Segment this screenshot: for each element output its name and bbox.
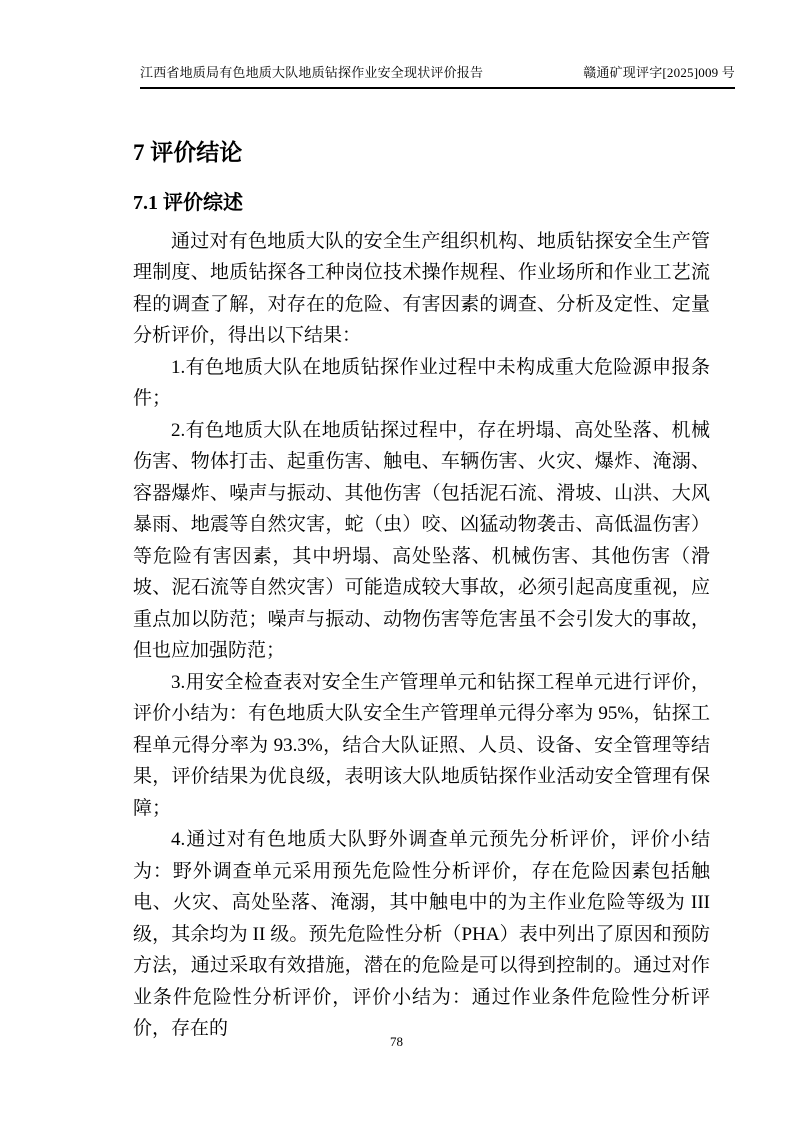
section-heading: 7 评价结论 bbox=[133, 140, 243, 165]
paragraph-intro: 通过对有色地质大队的安全生产组织机构、地质钻探安全生产管理制度、地质钻探各工种岗位技术操作规程、作业场所和作业工艺流程的调查了解，对存在的危险、有害因素的调查、分析及定性、定量分析评价，得出以下结果： bbox=[133, 230, 710, 347]
header-document-number: 赣通矿现评字[2025]009 号 bbox=[583, 65, 735, 80]
paragraph-item-2: 2.有色地质大队在地质钻探过程中，存在坍塌、高处坠落、机械伤害、物体打击、起重伤害、触电、车辆伤害、火灾、爆炸、淹溺、容器爆炸、噪声与振动、其他伤害（包括泥石流、滑坡、山洪、大风暴雨、地震等自然灾害，蛇（虫）咬、凶猛动物袭击、高低温伤害）等危险有害因素，其中坍塌、高处坠落、机械伤害、其他伤害（滑坡、泥石流等自然灾害）可能造成较大事故，必须引起高度重视，应重点加以防范；噪声与振动、动物伤害等危害虽不会引发大的事故，但也应加强防范； bbox=[133, 419, 710, 662]
paragraph-item-4: 4.通过对有色地质大队野外调查单元预先分析评价，评价小结为：野外调查单元采用预先危险性分析评价，存在危险因素包括触电、火灾、高处坠落、淹溺，其中触电中的为主作业危险等级为 III 级，其余均为 II 级。预先危险性分析（PHA）表中列出了原因和预防方法，通过采取有效措施，潜在的危险是可以得到控制的。通过对作业条件危险性分析评价，评价小结为：通过作业条件危险性分析评价，存在的 bbox=[133, 829, 710, 1040]
subsection-heading: 7.1 评价综述 bbox=[133, 191, 243, 214]
page-footer bbox=[0, 1034, 793, 1050]
paragraph-item-1: 1.有色地质大队在地质钻探作业过程中未构成重大危险源申报条件； bbox=[133, 356, 710, 410]
page-header bbox=[140, 62, 735, 89]
paragraph-item-3: 3.用安全检查表对安全生产管理单元和钻探工程单元进行评价，评价小结为：有色地质大队安全生产管理单元得分率为 95%，钻探工程单元得分率为 93.3%，结合大队证照、人员、设备、安全管理等结果，评价结果为优良级，表明该大队地质钻探作业活动安全管理有保障； bbox=[133, 671, 710, 819]
header-report-title: 江西省地质局有色地质大队地质钻探作业安全现状评价报告 bbox=[140, 65, 484, 80]
document-body bbox=[133, 139, 710, 1045]
page-number: 78 bbox=[390, 1034, 403, 1049]
paragraph-block bbox=[133, 226, 710, 1045]
